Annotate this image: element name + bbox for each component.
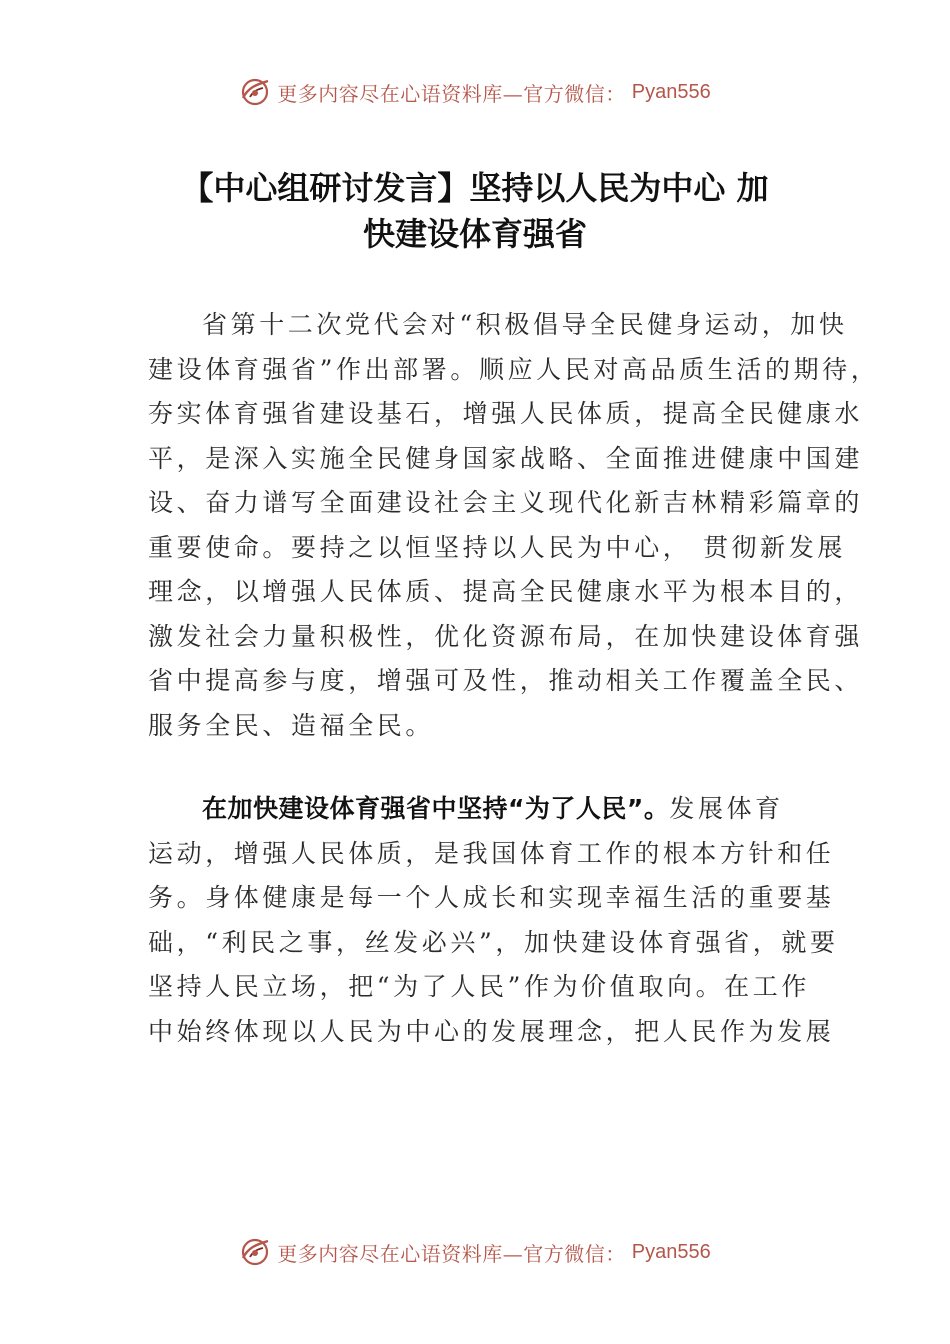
paragraph-line: 服务全民、造福全民。 (148, 710, 435, 740)
paragraph-line: 省第十二次党代会对“积极倡导全民健身运动，加快 (202, 310, 848, 339)
paragraph-line: 省中提高参与度，增强可及性，推动相关工作覆盖全民、 (148, 666, 864, 695)
watermark-wechat-id: Pyan556 (631, 1240, 711, 1263)
document-title (110, 165, 840, 257)
paragraph-line: 运动，增强人民体质，是我国体育工作的根本方针和任 (148, 838, 835, 868)
paragraph-1 (148, 303, 879, 748)
paragraph-line: 中始终体现以人民为中心的发展理念，把人民作为发展 (148, 1016, 835, 1046)
paragraph-line: 重要使命。要持之以恒坚持以人民为中心， 贯彻新发展 (148, 532, 846, 562)
paragraph-line: 建设体育强省”作出部署。顺应人民对高品质生活的期待， (148, 354, 880, 384)
paragraph-line: 激发社会力量积极性，优化资源布局，在加快建设体育强 (148, 621, 864, 651)
paragraph-line: 务。身体健康是每一个人成长和实现幸福生活的重要基 (148, 883, 835, 912)
paragraph-2 (148, 787, 839, 1054)
paragraph-line: 础，“利民之事，丝发必兴”，加快建设体育强省，就要 (148, 927, 839, 957)
watermark-text: 更多内容尽在心语资料库—官方微信： (277, 1241, 626, 1266)
footer-watermark (0, 1232, 950, 1272)
paragraph-line: 夯实体育强省建设基石，增强人民体质，提高全民健康水 (148, 399, 864, 428)
watermark-wechat-id: Pyan556 (631, 80, 711, 103)
watermark-text: 更多内容尽在心语资料库—官方微信： (277, 81, 626, 106)
paragraph-first-line (148, 787, 839, 832)
header-watermark (0, 72, 950, 112)
paragraph-line-text: 发展体育 (669, 794, 784, 823)
title-line-2: 快建设体育强省 (362, 215, 587, 253)
paragraph-line: 设、奋力谱写全面建设社会主义现代化新吉林精彩篇章的 (148, 488, 864, 517)
title-line-1: 【中心组研讨发言】坚持以人民为中心 加 (181, 169, 769, 207)
section-lead-heading: 在加快建设体育强省中坚持“为了人民”。 (202, 794, 670, 823)
paragraph-line: 平，是深入实施全民健身国家战略、全面推进健康中国建 (148, 443, 864, 473)
brand-logo-icon (239, 1236, 271, 1268)
paragraph-line: 理念，以增强人民体质、提高全民健康水平为根本目的， (148, 577, 864, 606)
brand-logo-icon (239, 76, 271, 108)
paragraph-line: 坚持人民立场，把“为了人民”作为价值取向。在工作 (148, 972, 810, 1001)
